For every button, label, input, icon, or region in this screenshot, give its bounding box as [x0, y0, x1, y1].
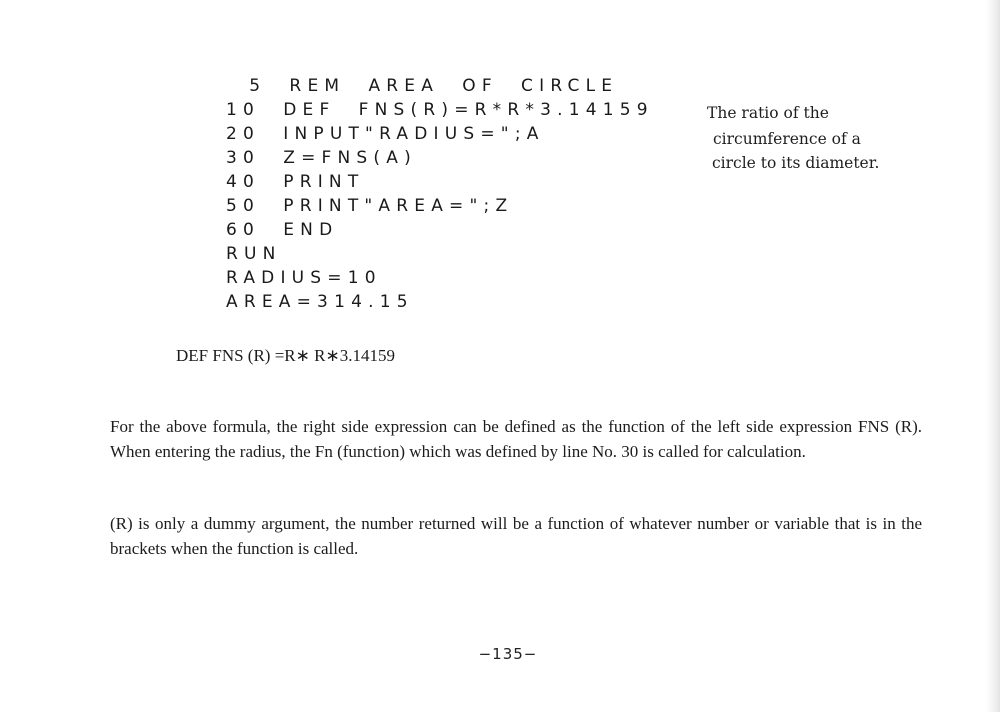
dummy-argument-paragraph: (R) is only a dummy argument, the number returned will be a function of whatever number or variable that is in the brackets when the function is called. [110, 514, 922, 558]
annotation-line: The ratio of the [707, 104, 829, 122]
annotation-line: circle to its diameter. [712, 154, 880, 172]
code-line: 60 END [226, 220, 339, 240]
page-edge-shadow [986, 0, 1000, 712]
code-line: 30 Z=FNS(A) [226, 148, 417, 168]
code-line: RUN [226, 244, 282, 264]
code-line: 40 PRINT [226, 172, 365, 192]
code-line: RADIUS=10 [226, 268, 382, 288]
code-line: 50 PRINT"AREA=";Z [226, 196, 514, 216]
annotation-line: circumference of a [713, 130, 861, 148]
basic-program-listing [226, 74, 654, 314]
explanation-paragraph: For the above formula, the right side expression can be defined as the function of the left side expression FNS (R). When entering the radius, the Fn (function) which was defined by line No. 30 is called for calculation. [110, 417, 922, 461]
formula-statement: DEF FNS (R) =R∗ R∗3.14159 [176, 346, 395, 365]
pi-annotation [707, 100, 937, 176]
page-number: −135− [478, 645, 538, 663]
code-line: 20 INPUT"RADIUS=";A [226, 124, 545, 144]
code-line: 10 DEF FNS(R)=R*R*3.14159 [226, 100, 654, 120]
code-line: 5 REM AREA OF CIRCLE [226, 76, 619, 96]
code-line: AREA=314.15 [226, 292, 414, 312]
